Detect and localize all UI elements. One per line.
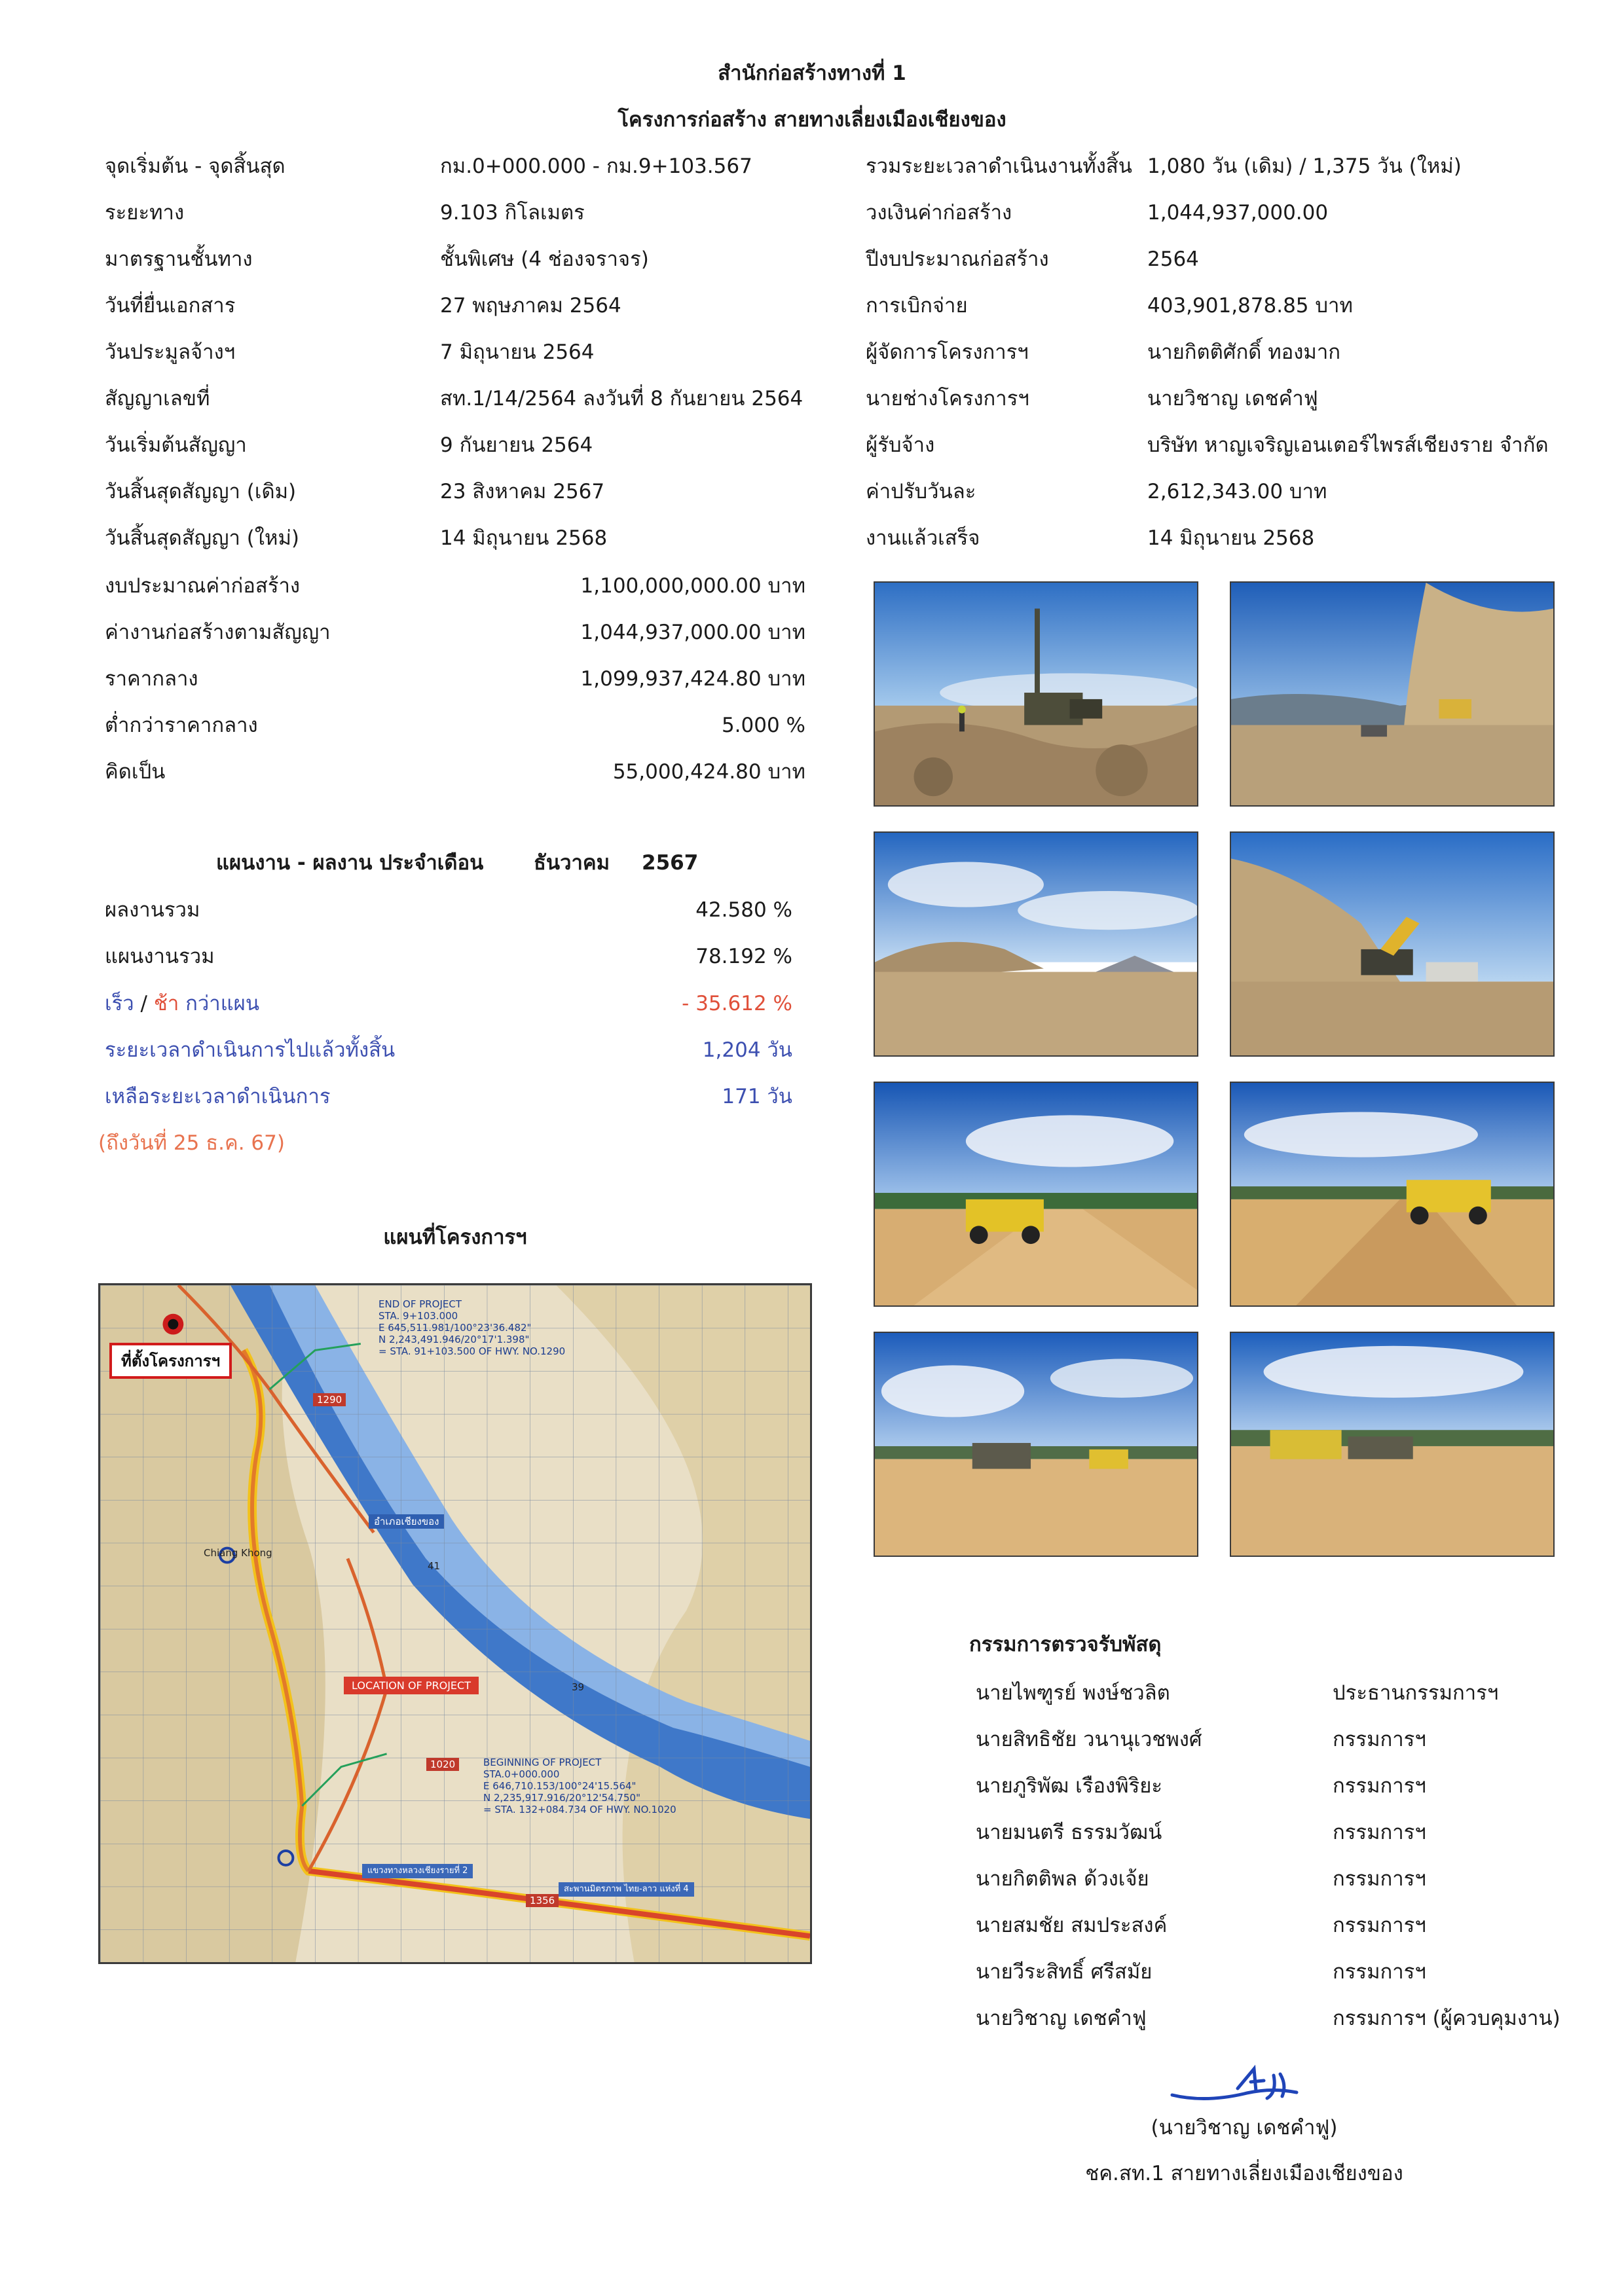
budget-label: ราคากลาง — [105, 667, 198, 691]
info-value: 1,044,937,000.00 — [1147, 201, 1329, 225]
committee-member-role: ประธานกรรมการฯ — [1333, 1681, 1499, 1705]
begin-box-line: = STA. 132+084.734 OF HWY. NO.1020 — [483, 1804, 676, 1815]
site-photo-drill-rig — [874, 581, 1198, 807]
info-label: วันเริ่มต้นสัญญา — [105, 433, 247, 457]
budget-value: 1,044,937,000.00 บาท — [580, 621, 805, 644]
progress-title: แผนงาน - ผลงาน ประจำเดือน — [216, 851, 484, 875]
committee-member-role: กรรมการฯ — [1333, 1914, 1426, 1937]
committee-title: กรรมการตรวจรับพัสดุ — [969, 1633, 1162, 1656]
committee-member-name: นายวิชาญ เดชคำฟู — [976, 2007, 1147, 2030]
committee-member-role: กรรมการฯ — [1333, 1728, 1426, 1751]
plan-label: แผนงานรวม — [105, 945, 215, 968]
office-title: สำนักก่อสร้างทางที่ 1 — [718, 62, 906, 85]
info-label: ระยะทาง — [105, 201, 185, 225]
result-label: ผลงานรวม — [105, 898, 200, 922]
map-grid-number: 39 — [572, 1681, 585, 1693]
budget-value: 55,000,424.80 บาท — [612, 760, 805, 784]
budget-value: 1,099,937,424.80 บาท — [580, 667, 805, 691]
committee-member-name: นายกิตติพล ด้วงเจ้ย — [976, 1867, 1149, 1891]
committee-member-name: นายสมชัย สมประสงค์ — [976, 1914, 1168, 1937]
beginning-of-project-box — [483, 1757, 676, 1815]
info-value: 1,080 วัน (เดิม) / 1,375 วัน (ใหม่) — [1147, 155, 1462, 178]
info-label: การเบิกจ่าย — [866, 294, 968, 318]
site-photo-quarry — [874, 831, 1198, 1057]
progress-month: ธันวาคม — [534, 851, 610, 875]
info-label: วันที่ยื่นเอกสาร — [105, 294, 236, 318]
committee-member-name: นายสิทธิชัย วนานุเวชพงศ์ — [976, 1728, 1202, 1751]
budget-value: 5.000 % — [721, 714, 805, 737]
road-1290-shield: 1290 — [313, 1393, 346, 1406]
site-location-tag: ที่ตั้งโครงการฯ — [109, 1343, 232, 1379]
site-photo-excavator-loading — [1230, 831, 1555, 1057]
committee-member-name: นายมนตรี ธรรมวัฒน์ — [976, 1821, 1162, 1844]
signer-position: ชค.สท.1 สายทางเลี่ยงเมืองเชียงของ — [1085, 2162, 1403, 2185]
info-label: รวมระยะเวลาดำเนินงานทั้งสิ้น — [866, 155, 1132, 178]
remain-value: 171 วัน — [722, 1085, 792, 1108]
info-label: วงเงินค่าก่อสร้าง — [866, 201, 1012, 225]
begin-box-line: E 646,710.153/100°24'15.564" — [483, 1780, 637, 1792]
as-of-date: (ถึงวันที่ 25 ธ.ค. 67) — [98, 1131, 285, 1155]
info-label: วันประมูลจ้างฯ — [105, 340, 236, 364]
budget-label: งบประมาณค่าก่อสร้าง — [105, 574, 301, 598]
road-1020-shield: 1020 — [426, 1758, 459, 1771]
info-label: จุดเริ่มต้น - จุดสิ้นสุด — [105, 155, 286, 178]
site-photo-roadbed-2 — [1230, 1332, 1555, 1557]
end-box-line: N 2,243,491.946/20°17'1.398" — [378, 1334, 530, 1345]
signer-name: (นายวิชาญ เดชคำฟู) — [1151, 2116, 1338, 2140]
friendship-bridge-label: สะพานมิตรภาพ ไทย-ลาว แห่งที่ 4 — [559, 1882, 694, 1897]
info-label: ผู้จัดการโครงการฯ — [866, 340, 1029, 364]
info-label: ผู้รับจ้าง — [866, 433, 935, 457]
location-of-project-label: LOCATION OF PROJECT — [344, 1677, 479, 1694]
info-value: นายกิตติศักดิ์ ทองมาก — [1147, 340, 1341, 364]
end-box-line: STA. 9+103.000 — [378, 1310, 458, 1322]
elapsed-value: 1,204 วัน — [702, 1038, 792, 1062]
committee-member-name: นายวีระสิทธิ์ ศรีสมัย — [976, 1960, 1153, 1984]
site-photo-roadbed-1 — [874, 1332, 1198, 1557]
progress-year: 2567 — [642, 851, 699, 875]
info-label: มาตรฐานชั้นทาง — [105, 247, 253, 271]
committee-member-role: กรรมการฯ — [1333, 1867, 1426, 1891]
project-title: โครงการก่อสร้าง สายทางเลี่ยงเมืองเชียงของ — [618, 108, 1006, 132]
info-value: กม.0+000.000 - กม.9+103.567 — [440, 155, 752, 178]
project-map — [98, 1283, 812, 1964]
slash: / — [134, 992, 154, 1015]
district-label: อำเภอเชียงของ — [369, 1514, 444, 1529]
info-value: 2,612,343.00 บาท — [1147, 480, 1327, 503]
info-value: ชั้นพิเศษ (4 ช่องจราจร) — [440, 247, 649, 271]
info-value: บริษัท หาญเจริญเอนเตอร์ไพรส์เชียงราย จำกัด — [1147, 433, 1549, 457]
committee-member-role: กรรมการฯ — [1333, 1774, 1426, 1798]
info-label: วันสิ้นสุดสัญญา (เดิม) — [105, 480, 297, 503]
budget-label: ต่ำกว่าราคากลาง — [105, 714, 258, 737]
end-of-project-box — [378, 1298, 565, 1357]
info-value: 14 มิถุนายน 2568 — [440, 526, 608, 550]
committee-member-name: นายภูริพัฒ เรืองพิริยะ — [976, 1774, 1163, 1798]
fast-word: เร็ว — [105, 992, 134, 1015]
elapsed-label: ระยะเวลาดำเนินการไปแล้วทั้งสิ้น — [105, 1038, 396, 1062]
info-value: 9 กันยายน 2564 — [440, 433, 593, 457]
budget-label: คิดเป็น — [105, 760, 166, 784]
begin-box-line: STA.0+000.000 — [483, 1768, 560, 1780]
committee-member-role: กรรมการฯ — [1333, 1960, 1426, 1984]
than-plan-word: กว่าแผน — [179, 992, 260, 1015]
end-box-line: = STA. 91+103.500 OF HWY. NO.1290 — [378, 1345, 566, 1357]
info-value: นายวิชาญ เดชคำฟู — [1147, 387, 1318, 410]
info-label: นายช่างโครงการฯ — [866, 387, 1029, 410]
info-value: 9.103 กิโลเมตร — [440, 201, 585, 225]
committee-member-role: กรรมการฯ (ผู้ควบคุมงาน) — [1333, 2007, 1560, 2030]
info-label: งานแล้วเสร็จ — [866, 526, 980, 550]
site-photo-excavator-hill — [1230, 581, 1555, 807]
road-1356-shield: 1356 — [526, 1894, 559, 1907]
committee-member-role: กรรมการฯ — [1333, 1821, 1426, 1844]
info-value: 2564 — [1147, 247, 1199, 271]
plan-value: 78.192 % — [695, 945, 792, 968]
info-label: ค่าปรับวันละ — [866, 480, 976, 503]
result-value: 42.580 % — [695, 898, 792, 922]
committee-member-name: นายไพฑูรย์ พงษ์ชวลิต — [976, 1681, 1170, 1705]
budget-value: 1,100,000,000.00 บาท — [580, 574, 805, 598]
highway-office-label: แขวงทางหลวงเชียงรายที่ 2 — [362, 1864, 473, 1878]
info-value: 14 มิถุนายน 2568 — [1147, 526, 1315, 550]
begin-box-line: BEGINNING OF PROJECT — [483, 1757, 602, 1768]
budget-label: ค่างานก่อสร้างตามสัญญา — [105, 621, 331, 644]
begin-box-line: N 2,235,917.916/20°12'54.750" — [483, 1792, 640, 1804]
remain-label: เหลือระยะเวลาดำเนินการ — [105, 1085, 331, 1108]
end-box-line: E 645,511.981/100°23'36.482" — [378, 1322, 532, 1334]
map-grid-number: 41 — [428, 1560, 441, 1572]
info-value: สท.1/14/2564 ลงวันที่ 8 กันยายน 2564 — [440, 387, 803, 410]
diff-value: - 35.612 % — [682, 992, 792, 1015]
end-box-line: END OF PROJECT — [378, 1298, 462, 1310]
map-title: แผนที่โครงการฯ — [383, 1226, 527, 1249]
info-value: 23 สิงหาคม 2567 — [440, 480, 605, 503]
site-photo-grader-2 — [1230, 1082, 1555, 1307]
info-value: 403,901,878.85 บาท — [1147, 294, 1353, 318]
fast-slow-label — [105, 991, 259, 1017]
slow-word: ช้า — [153, 992, 179, 1015]
town-label: Chiang Khong — [204, 1547, 272, 1559]
signature-image — [1166, 2062, 1310, 2108]
info-value: 27 พฤษภาคม 2564 — [440, 294, 621, 318]
site-photo-grader-1 — [874, 1082, 1198, 1307]
info-label: ปีงบประมาณก่อสร้าง — [866, 247, 1049, 271]
info-value: 7 มิถุนายน 2564 — [440, 340, 595, 364]
info-label: สัญญาเลขที่ — [105, 387, 210, 410]
info-label: วันสิ้นสุดสัญญา (ใหม่) — [105, 526, 299, 550]
